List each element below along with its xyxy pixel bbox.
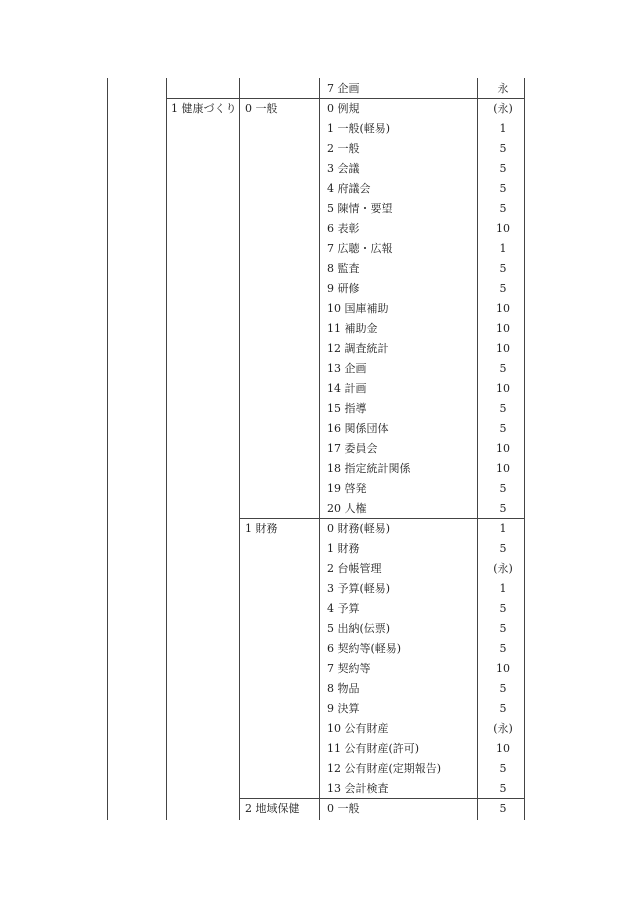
category-cell: 1 健康づくり [171,102,237,115]
item-cell: 0 一般 [327,802,360,815]
period-cell: 5 [499,782,507,795]
period-cell: 5 [499,262,507,275]
item-cell: 12 調査統計 [327,342,389,355]
item-cell: 5 陳情・要望 [327,202,393,215]
item-cell: 18 指定統計関係 [327,462,411,475]
item-cell: 13 会計検査 [327,782,389,795]
item-cell: 2 一般 [327,142,360,155]
period-cell: 5 [499,542,507,555]
period-cell: 5 [499,622,507,635]
period-cell: 1 [499,242,507,255]
period-cell: 永 [497,82,509,95]
item-cell: 1 一般(軽易) [327,122,391,135]
period-cell: 10 [496,662,510,675]
item-cell: 7 広聴・広報 [327,242,393,255]
item-cell: 9 研修 [327,282,360,295]
period-cell: 5 [499,202,507,215]
row-divider [239,518,525,519]
period-cell: 5 [499,422,507,435]
item-cell: 3 会議 [327,162,360,175]
item-cell: 4 予算 [327,602,360,615]
item-cell: 4 府議会 [327,182,371,195]
item-cell: 1 財務 [327,542,360,555]
period-cell: 5 [499,402,507,415]
item-cell: 5 出納(伝票) [327,622,391,635]
period-cell: 5 [499,482,507,495]
period-cell: (永) [493,722,513,735]
item-cell: 8 物品 [327,682,360,695]
period-cell: 5 [499,362,507,375]
period-cell: 10 [496,442,510,455]
item-cell: 19 啓発 [327,482,367,495]
section-cell: 1 財務 [245,522,278,535]
item-cell: 6 表彰 [327,222,360,235]
item-cell: 17 委員会 [327,442,378,455]
period-cell: 10 [496,302,510,315]
item-cell: 9 決算 [327,702,360,715]
period-cell: 10 [496,342,510,355]
period-cell: 1 [499,582,507,595]
period-cell: 5 [499,802,507,815]
item-cell: 14 計画 [327,382,367,395]
period-cell: 5 [499,702,507,715]
period-cell: 1 [499,522,507,535]
period-cell: (永) [493,102,513,115]
period-cell: 5 [499,282,507,295]
item-cell: 0 例規 [327,102,360,115]
item-cell: 0 財務(軽易) [327,522,391,535]
period-cell: 5 [499,762,507,775]
item-cell: 13 企画 [327,362,367,375]
col-border [166,78,167,820]
col-border [107,78,108,820]
row-divider [166,98,525,99]
period-cell: 5 [499,642,507,655]
item-cell: 20 人権 [327,502,367,515]
item-cell: 2 台帳管理 [327,562,382,575]
period-cell: 5 [499,162,507,175]
period-cell: 5 [499,502,507,515]
item-cell: 8 監査 [327,262,360,275]
item-cell: 11 補助金 [327,322,378,335]
period-cell: 5 [499,682,507,695]
period-cell: 5 [499,602,507,615]
item-cell: 12 公有財産(定期報告) [327,762,442,775]
section-cell: 0 一般 [245,102,278,115]
item-cell: 16 関係団体 [327,422,389,435]
section-cell: 2 地域保健 [245,802,300,815]
col-border [319,78,320,820]
period-cell: 1 [499,122,507,135]
period-cell: 10 [496,382,510,395]
col-border [239,78,240,820]
item-cell: 6 契約等(軽易) [327,642,402,655]
col-border [524,78,525,820]
item-cell: 11 公有財産(許可) [327,742,420,755]
item-cell: 15 指導 [327,402,367,415]
period-cell: 10 [496,222,510,235]
period-cell: (永) [493,562,513,575]
period-cell: 10 [496,462,510,475]
item-cell: 3 予算(軽易) [327,582,391,595]
col-border [477,78,478,820]
item-cell: 7 企画 [327,82,360,95]
period-cell: 10 [496,322,510,335]
item-cell: 10 公有財産 [327,722,389,735]
period-cell: 5 [499,142,507,155]
item-cell: 7 契約等 [327,662,371,675]
period-cell: 10 [496,742,510,755]
item-cell: 10 国庫補助 [327,302,389,315]
period-cell: 5 [499,182,507,195]
row-divider [239,798,525,799]
